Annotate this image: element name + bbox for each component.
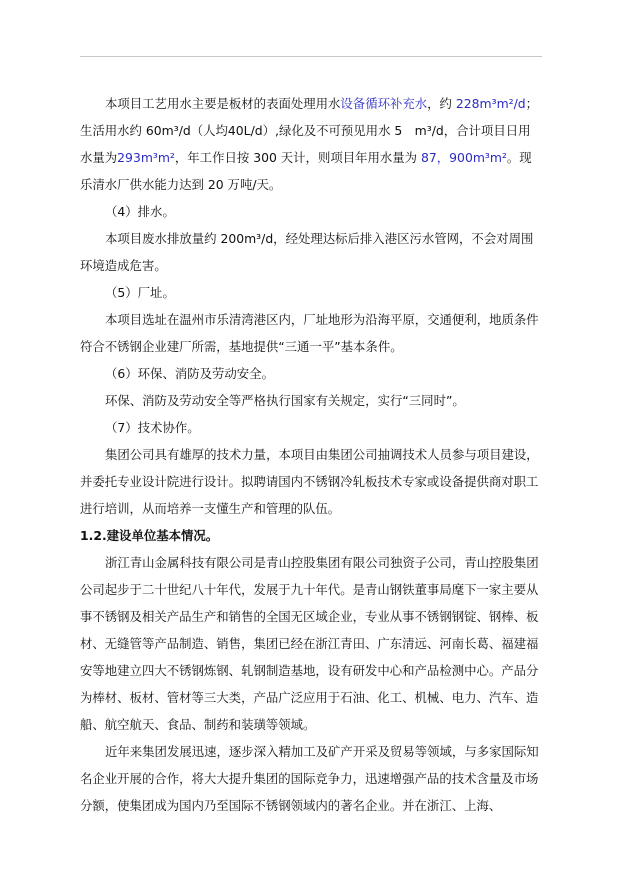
section-item-site: （5）厂址。 [105,285,175,300]
header-rule [80,56,542,57]
paragraph-site: 本项目选址在温州市乐清湾港区内，厂址地形为沿海平原，交通便利，地质条件符合不锈钢企业建厂所需，基地提供“三通一平”基本条件。 [80,312,539,354]
paragraph-water-usage: 本项目工艺用水主要是板材的表面处理用水设备循环补充水，约 228m³m²/d；生活用水约 60m³/d（人均40L/d）,绿化及不可预见用水 5 m³/d，合计项目日用水量为293m³m²，年工作日按 300 天计，则项目年用水量为 87，900m³m²。现乐清水厂供水能力达到 20 万吨/天。 [80,96,539,192]
paragraph-company-profile: 浙江青山金属科技有限公司是青山控股集团有限公司独资子公司，青山控股集团公司起步于二十世纪八十年代，发展于九十年代。是青山钢铁董事局麾下一家主要从事不锈钢及相关产品生产和销售的全国无区域企业，专业从事不锈钢钢锭、钢棒、板材、无缝管等产品制造、销售，集团已经在浙江青田、广东清远、河南长葛、福建福安等地建立四大不锈钢炼钢、轧钢制造基地，设有研发中心和产品检测中心。产品分为棒材、板材、管材等三大类，产品广泛应用于石油、化工、机械、电力、汽车、造船、航空航天、食品、制药和装璜等领域。 [80,555,539,732]
document-body [80,90,542,819]
highlighted-value: 87，900m³m² [421,150,507,165]
paragraph-drainage: 本项目废水排放量约 200m³/d，经处理达标后排入港区污水管网，不会对周围环境造成危害。 [80,231,534,273]
paragraph-development: 近年来集团发展迅速，逐步深入精加工及矿产开采及贸易等领域，与多家国际知名企业开展的合作，将大大提升集团的国际竞争力，迅速增强产品的技术含量及市场分额，使集团成为国内乃至国际不锈钢领域内的著名企业。并在浙江、上海、 [80,744,539,813]
paragraph-cooperation: 集团公司具有雄厚的技术力量，本项目由集团公司抽调技术人员参与项目建设，并委托专业设计院进行设计。拟聘请国内不锈钢冷轧板技术专家或设备提供商对职工进行培训，从而培养一支懂生产和管理的队伍。 [80,447,539,516]
highlighted-value: 228m³m²/d [455,96,526,111]
highlighted-value: 293m³m² [117,150,175,165]
highlighted-term: 设备循环补充水 [340,96,428,111]
section-item-safety: （6）环保、消防及劳动安全。 [105,366,274,381]
section-heading: 1.2.建设单位基本情况。 [80,528,219,543]
paragraph-safety: 环保、消防及劳动安全等严格执行国家有关规定，实行“三同时”。 [105,393,465,408]
section-item-drainage: （4）排水。 [105,204,175,219]
section-item-cooperation: （7）技术协作。 [105,420,200,435]
